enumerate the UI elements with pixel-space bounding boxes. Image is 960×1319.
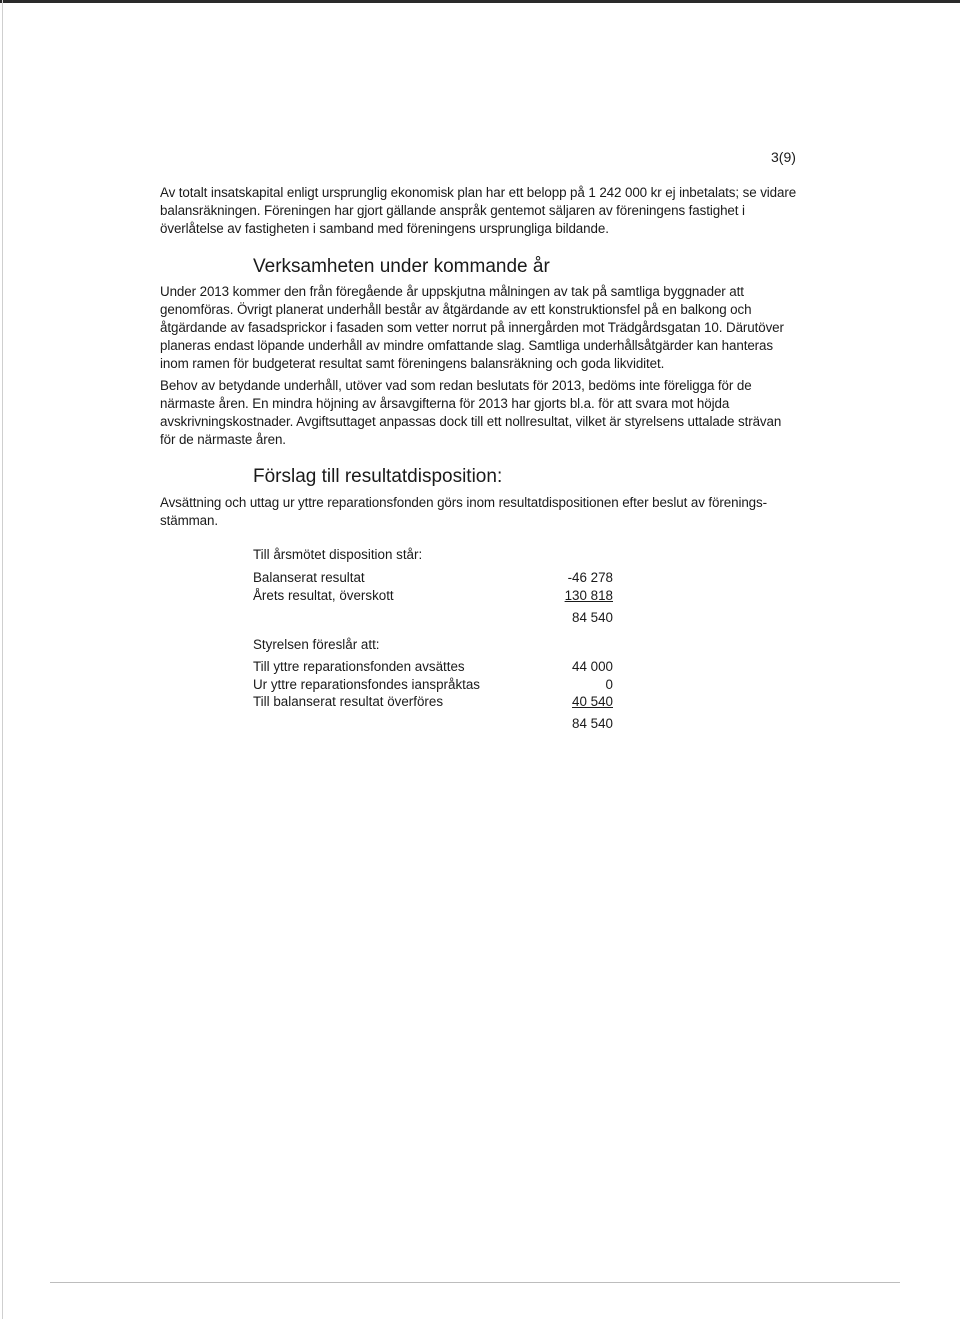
available-row-label: Årets resultat, överskott [253,588,394,603]
heading-future-operations: Verksamheten under kommande år [253,256,550,277]
heading-result-disposition: Förslag till resultatdisposition: [253,466,503,487]
future-paragraph-2: Behov av betydande underhåll, utöver vad som redan beslutats för 2013, bedöms inte föreligga för de närmaste åren. En mindra höjning av årsavgifterna för 2013 har gjorts bl.a. för att svara mot höjda avskrivningskostnader. Avgiftsuttaget anpassas dock till ett nollresultat, vilket är styrelsens uttalade strävan för de närmaste åren. [160,378,782,447]
future-paragraph-1: Under 2013 kommer den från föregående år uppskjutna målningen av tak på samtliga byggnader att genomföras. Övrigt planerat underhåll består av åtgärdande av ett konstruktionsfel på en balkong och åtgärdande av fasadsprickor i fasaden som vetter norrut på innergården mot Trädgårdsgatan 10. Därutöver planeras endast löpande underhåll av mindre omfattande slag. Samtliga underhållsåtgärder kan hanteras inom ramen för budgeterat resultat samt föreningens balansräkning och goda likviditet. [160,284,784,371]
proposal-row-value: 40 540 [572,694,613,709]
proposal-row-label: Till balanserat resultat överföres [253,694,444,709]
page-number: 3(9) [771,149,796,165]
proposal-title: Styrelsen föreslår att: [253,637,380,652]
proposal-row-value: 44 000 [572,659,613,674]
proposal-row-label: Till yttre reparationsfonden avsättes [253,659,465,674]
scan-top-edge [0,0,960,3]
disposition-paragraph: Avsättning och uttag ur yttre reparationsfonden görs inom resultatdispositionen efter beslut av förenings-stämman. [160,495,767,528]
intro-paragraph: Av totalt insatskapital enligt ursprunglig ekonomisk plan har ett belopp på 1 242 000 kr ej inbetalats; se vidare balansräkningen. Föreningen har gjort gällande anspråk gentemot säljaren av föreningens fastighet i överlåtelse av fastigheten i samband med föreningens ursprungliga bildande. [160,185,797,236]
available-row-value: 130 818 [564,588,613,603]
available-row-label: Balanserat resultat [253,570,365,585]
scan-left-edge [2,0,3,1319]
scan-bottom-line [50,1282,900,1283]
proposal-row-label: Ur yttre reparationsfondes ianspråktas [253,677,481,692]
proposal-row-value: 0 [605,677,613,692]
available-total: 84 540 [572,610,613,625]
available-row-value: -46 278 [567,570,613,585]
available-title: Till årsmötet disposition står: [253,547,423,562]
proposal-total: 84 540 [572,716,613,731]
